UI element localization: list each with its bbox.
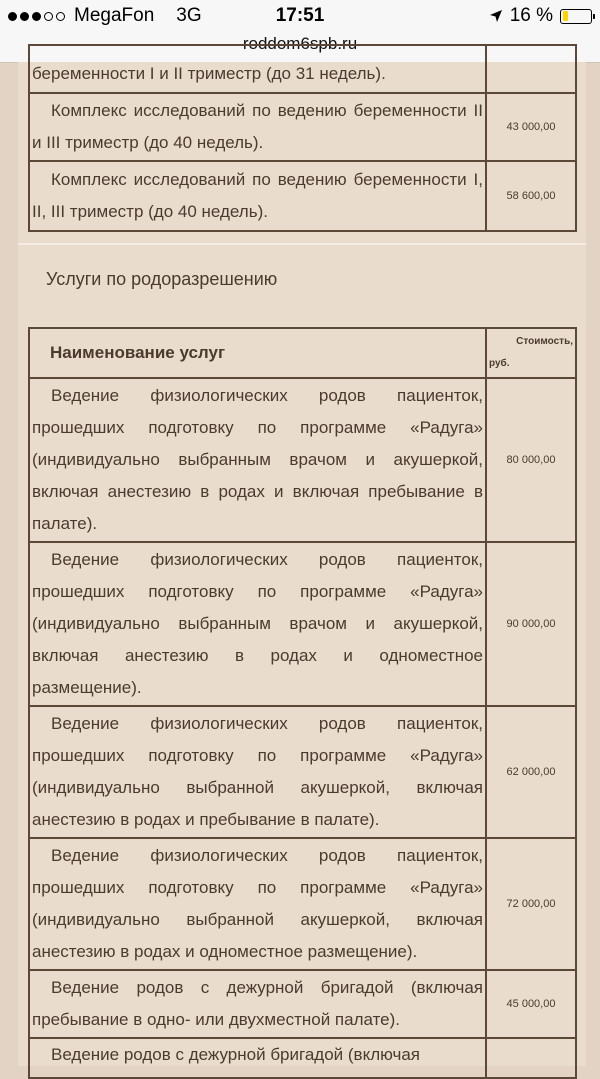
top-price-table (28, 44, 577, 232)
cost-header-line1: Стоимость, (516, 336, 573, 347)
service-name: Ведение физиологических родов пациенток, прошедших подготовку по программе «Радуга» (индивидуально выбранной акушеркой, включая анестезию в родах и пребывание в палате). (29, 706, 486, 838)
section-divider (18, 243, 586, 245)
service-name: Ведение родов с дежурной бригадой (включая пребывание в одно- или двухместной палате). (29, 970, 486, 1038)
table-row (29, 838, 576, 970)
table-row (29, 161, 576, 231)
url-text[interactable]: roddom6spb.ru (242, 34, 358, 53)
status-time: 17:51 (275, 5, 325, 26)
service-name: Ведение физиологических родов пациенток, прошедших подготовку по программе «Радуга» (индивидуально выбранным врачом и акушеркой, включая анестезию в родах и включая пребывание в палате). (29, 378, 486, 542)
service-price: 90 000,00 (486, 542, 576, 706)
network-type: 3G (176, 5, 202, 26)
column-header-name: Наименование услуг (29, 328, 486, 378)
carrier-name: MegaFon (74, 5, 155, 26)
service-name: Комплекс исследований по ведению беременности I, II, III триместр (до 40 недель). (29, 161, 486, 231)
table-row (29, 1038, 576, 1078)
table-row (29, 542, 576, 706)
service-price: 62 000,00 (486, 706, 576, 838)
service-name: Ведение физиологических родов пациенток, прошедших подготовку по программе «Радуга» (индивидуально выбранным врачом и акушеркой, включая анестезию в родах и одноместное размещение). (29, 542, 486, 706)
service-price: 45 000,00 (486, 970, 576, 1038)
battery-icon (560, 9, 592, 24)
column-header-cost (486, 328, 576, 378)
service-price: 72 000,00 (486, 838, 576, 970)
delivery-price-table (28, 327, 577, 1079)
service-price: 58 600,00 (486, 161, 576, 231)
section-title: Услуги по родоразрешению (46, 269, 278, 289)
table-row (29, 45, 576, 93)
battery-percent: 16 % (509, 5, 553, 26)
table-row (29, 706, 576, 838)
table-row (29, 93, 576, 161)
status-right (489, 5, 592, 27)
service-name: Ведение родов с дежурной бригадой (включая (29, 1038, 486, 1078)
service-name: Комплекс исследований по ведению беременности II и III триместр (до 40 недель). (29, 93, 486, 161)
service-name: Ведение физиологических родов пациенток, прошедших подготовку по программе «Радуга» (индивидуально выбранной акушеркой, включая анестезию в родах и одноместное размещение). (29, 838, 486, 970)
service-price: 43 000,00 (486, 93, 576, 161)
service-name: беременности I и II триместр (до 31 недель). (29, 45, 486, 93)
service-price: 80 000,00 (486, 378, 576, 542)
location-arrow-icon (489, 9, 503, 23)
status-bar (0, 0, 600, 32)
service-price (486, 1038, 576, 1078)
service-price (486, 45, 576, 93)
table-row (29, 970, 576, 1038)
cost-header-line2: руб. (489, 358, 510, 369)
table-header-row (29, 328, 576, 378)
table-row (29, 378, 576, 542)
